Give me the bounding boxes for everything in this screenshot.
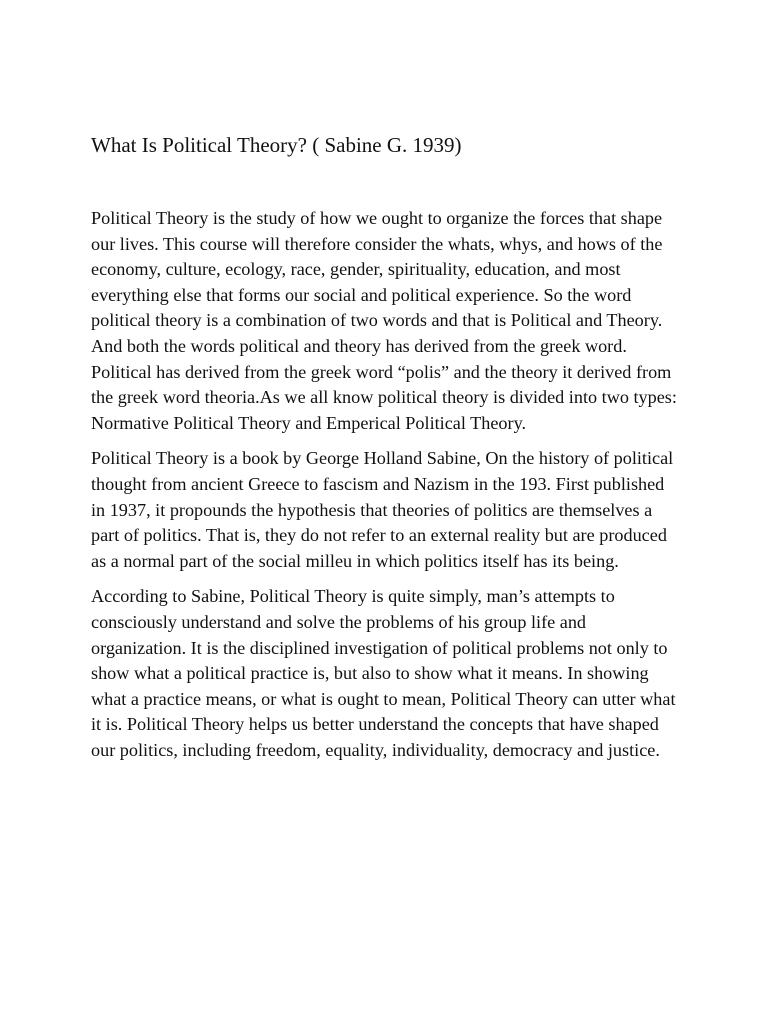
document-title: What Is Political Theory? ( Sabine G. 1939) <box>91 133 462 157</box>
paragraph-sabine-definition: According to Sabine, Political Theory is quite simply, man’s attempts to consciously understand and solve the problems of his group life and organization. It is the disciplined investigation of political problems not only to show what a political practice is, but also to show what it means. In showing what a practice means, or what is ought to mean, Political Theory can utter what it is. Political Theory helps us better understand the concepts that have shaped our politics, including freedom, equality, individuality, democracy and justice. <box>91 586 676 760</box>
paragraph-sabine-book: Political Theory is a book by George Holland Sabine, On the history of political thought from ancient Greece to fascism and Nazism in the 193. First published in 1937, it propounds the hypothesis that theories of politics are themselves a part of politics. That is, they do not refer to an external reality but are produced as a normal part of the social milleu in which politics itself has its being. <box>91 448 674 571</box>
paragraph-definition: Political Theory is the study of how we ought to organize the forces that shape our lives. This course will therefore consider the whats, whys, and hows of the economy, culture, ecology, race, gender, spirituality, education, and most everything else that forms our social and political experience. So the word political theory is a combination of two words and that is Political and Theory. And both the words political and theory has derived from the greek word. Political has derived from the greek word “polis” and the theory it derived from the greek word theoria.As we all know political theory is divided into two types: Normative Political Theory and Emperical Political Theory. <box>91 208 677 433</box>
